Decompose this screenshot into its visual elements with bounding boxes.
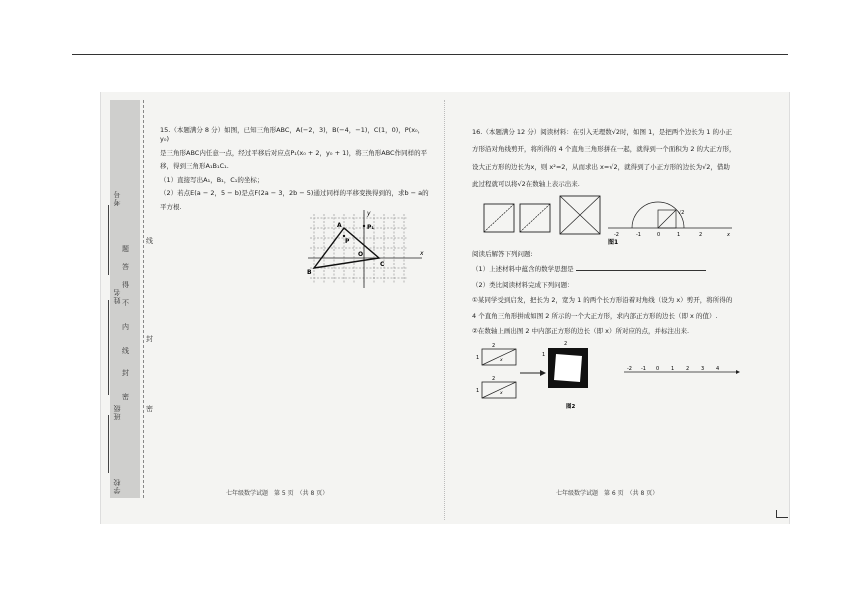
q16-line-3: 设大正方形的边长为x，则 x²=2，从而求出 x=√2，就得到了小正方形的边长为√2，借助 [472, 162, 730, 171]
dim-label: 1 [476, 355, 480, 361]
sqrt2-label: √2 [678, 210, 685, 216]
label-y-axis: y [367, 210, 371, 217]
q16-line-4: 此过程就可以将√2在数轴上表示出来. [472, 180, 580, 189]
seal-char: 线 [122, 347, 129, 355]
dim-label: 1 [476, 388, 480, 394]
top-rule [72, 54, 788, 55]
point-p [343, 235, 345, 237]
label-p1: P₁ [367, 224, 375, 231]
tick-label: -1 [641, 366, 646, 372]
q16-sub-2a: ①某同学受到启发，把长为 2，宽为 1 的两个长方形沿着对角线（设为 x）剪开，将所得的 [472, 296, 733, 305]
tick-label: 0 [657, 232, 661, 238]
inner-square [554, 354, 582, 382]
tick-label: 1 [677, 232, 681, 238]
tick-label: 0 [656, 366, 660, 372]
dim-label: 2 [492, 343, 496, 349]
q15-line-6: 平方根. [160, 202, 182, 211]
footer-page-5: 七年级数学试题 第 5 页 （共 8 页） [226, 490, 329, 497]
q15-line-3: 移，得到三角形A₁B₁C₁. [160, 162, 229, 171]
seal-word-seal: 封 [146, 335, 153, 343]
q15-line-2: 是三角形ABC内任意一点，经过平移后对应点P₁(x₀ + 2，y₀ + 1)，将三角形ABC作同样的平 [160, 148, 428, 157]
tick-label: 2 [686, 366, 690, 372]
seal-char: 不 [122, 299, 129, 307]
q16-figure-1 [480, 192, 740, 248]
figure-2-caption: 图2 [566, 404, 576, 410]
dim-label: x [500, 358, 503, 363]
q16-sub-2b: 4 个直角三角形拼成如图 2 所示的一个大正方形，求内部正方形的边长（即 x 的值）. [472, 311, 718, 320]
tick-label: -2 [614, 232, 619, 238]
dim-label: 2 [492, 376, 496, 382]
label-origin: O [358, 251, 364, 258]
point-p1 [363, 225, 365, 227]
seal-char: 内 [122, 323, 129, 331]
label-x-axis: x [420, 250, 424, 257]
class-line [108, 415, 109, 473]
corner-mark [776, 510, 788, 518]
seal-char: 封 [122, 369, 129, 377]
name-line [108, 300, 109, 395]
q15-coordinate-figure [304, 208, 430, 292]
q15-line-5: （2）若点E(a − 2，5 − b)是点F(2a − 3，2b − 5)通过同样的平移变换得到的，求b − a的 [160, 189, 429, 198]
tick-label: 4 [716, 366, 720, 372]
q16-sub-2c: ②在数轴上画出图 2 中内部正方形的边长（即 x）所对应的点，并标注出来. [472, 327, 690, 336]
q16-figure-2 [474, 340, 774, 414]
exam-number-label: 考号 [113, 190, 121, 206]
dim-label: x [500, 391, 503, 396]
q16-line-2: 方形沿对角线剪开，将所得的 4 个直角三角形拼在一起，就得到一个面积为 2 的大正方形， [472, 145, 736, 154]
exam-number-line [108, 205, 109, 275]
seal-word-line: 线 [146, 237, 153, 245]
name-label: 姓名 [113, 288, 121, 304]
seal-char: 题 [122, 245, 129, 253]
tick-label: x [727, 232, 730, 238]
label-a: A [337, 222, 342, 229]
q16-line-1: 16.（本题满分 12 分）阅读材料：在引入无理数√2时，如图 1，是把两个边长为 1 的小正 [472, 128, 732, 136]
seal-dashed-line [143, 100, 144, 498]
tick-label: 3 [701, 366, 705, 372]
q16-sub-1-answer-blank[interactable] [576, 270, 706, 271]
label-p: P [345, 238, 350, 245]
q16-read-title: 阅读后解答下列问题: [472, 250, 533, 258]
question-16 [472, 128, 772, 194]
q16-sub-1-text: （1）上述材料中蕴含的数学思想是 [472, 265, 574, 274]
tick-label: -2 [627, 366, 632, 372]
dim-label: 1 [542, 352, 546, 358]
q16-sub-1 [472, 265, 772, 274]
question-15 [160, 126, 430, 216]
q16-subquestions [472, 250, 772, 341]
grid-lines [310, 214, 408, 284]
seal-char: 答 [122, 263, 129, 271]
seal-word-secret: 密 [146, 405, 153, 413]
label-b: B [307, 269, 312, 276]
class-label: 班级 [113, 404, 121, 420]
label-c: C [380, 261, 385, 268]
tick-label: 1 [671, 366, 675, 372]
q15-line-1: 15.（本题满分 8 分）如图，已知三角形ABC，A(−2，3)，B(−4，−1)，C(1，0)，P(x₀，y₀) [160, 126, 425, 144]
tick-label: 2 [699, 232, 703, 238]
q16-sub-2: （2）类比阅读材料完成下列问题： [472, 280, 574, 289]
footer-page-6: 七年级数学试题 第 6 页 （共 8 页） [556, 490, 659, 497]
dim-label: 2 [564, 341, 568, 347]
school-label: 学校 [113, 478, 121, 494]
figure-1-caption: 图1 [608, 239, 619, 246]
seal-char: 密 [122, 393, 129, 401]
q15-line-4: （1）直接写出A₁，B₁，C₁的坐标； [160, 175, 264, 184]
tick-label: -1 [636, 232, 641, 238]
page-fold [444, 100, 445, 520]
seal-char: 得 [122, 281, 129, 289]
